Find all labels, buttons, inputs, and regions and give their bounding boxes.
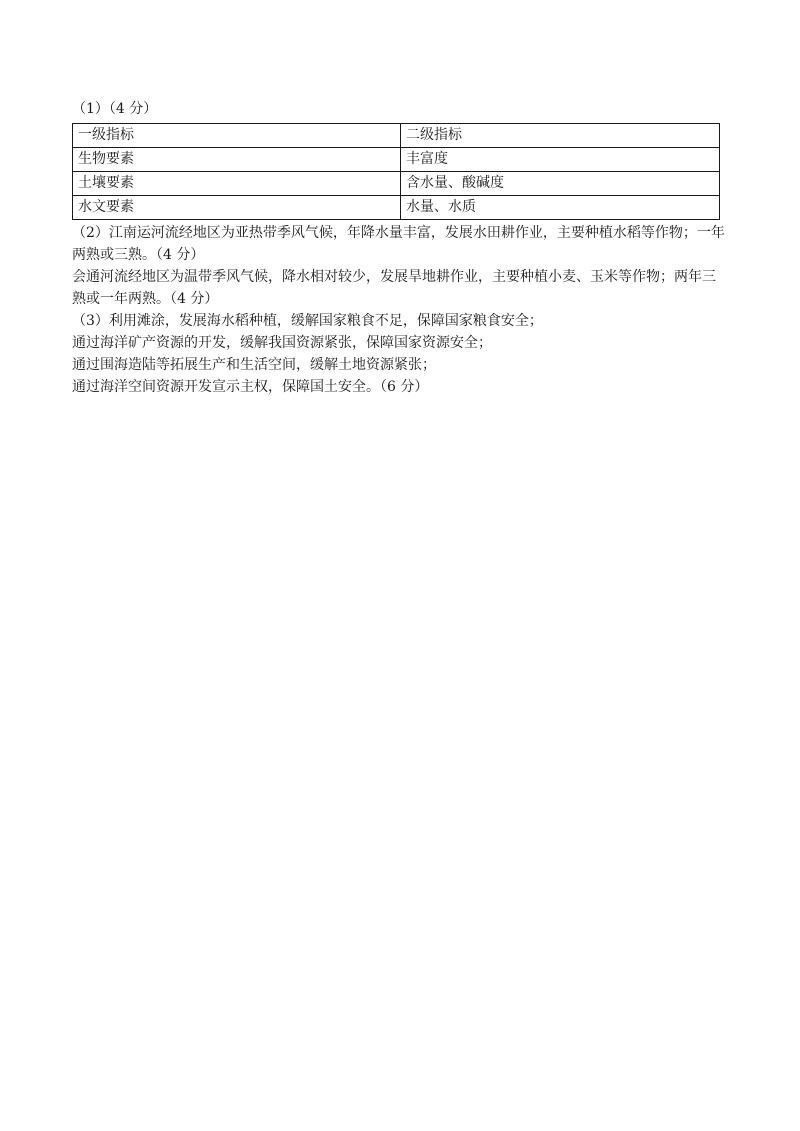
table-cell: 生物要素: [73, 148, 401, 172]
q2-para2-line2: 熟或一年两熟。（4 分）: [72, 291, 219, 307]
q2-para2-line1: 会通河流经地区为温带季风气候，降水相对较少，发展旱地耕作业，主要种植小麦、玉米等作物；两年三: [72, 269, 716, 285]
table-cell: 土壤要素: [73, 172, 401, 196]
table-cell: 丰富度: [401, 148, 720, 172]
q3-line4: 通过海洋空间资源开发宣示主权，保障国土安全。（6 分）: [72, 379, 429, 395]
table-cell: 水文要素: [73, 196, 401, 220]
q1-heading: （1）（4 分）: [72, 101, 158, 117]
table-header-cell: 二级指标: [401, 124, 720, 148]
table-cell: 水量、水质: [401, 196, 720, 220]
q3-line2: 通过海洋矿产资源的开发，缓解我国资源紧张，保障国家资源安全；: [72, 335, 492, 351]
table-row: [73, 148, 720, 172]
q2-para1-line2: 两熟或三熟。（4 分）: [72, 247, 205, 263]
table-row: [73, 172, 720, 196]
table-cell: 含水量、酸碱度: [401, 172, 720, 196]
table-row: [73, 196, 720, 220]
indicator-table: [72, 123, 720, 220]
q2-para1-line1: （2）江南运河流经地区为亚热带季风气候，年降水量丰富，发展水田耕作业，主要种植水稻等作物；一年: [72, 225, 725, 241]
document-page: [72, 98, 725, 398]
q3-line3: 通过围海造陆等拓展生产和生活空间，缓解土地资源紧张；: [72, 357, 436, 373]
q3-line1: （3）利用滩涂，发展海水稻种植，缓解国家粮食不足，保障国家粮食安全；: [72, 313, 543, 329]
table-header-row: [73, 124, 720, 148]
table-header-cell: 一级指标: [73, 124, 401, 148]
